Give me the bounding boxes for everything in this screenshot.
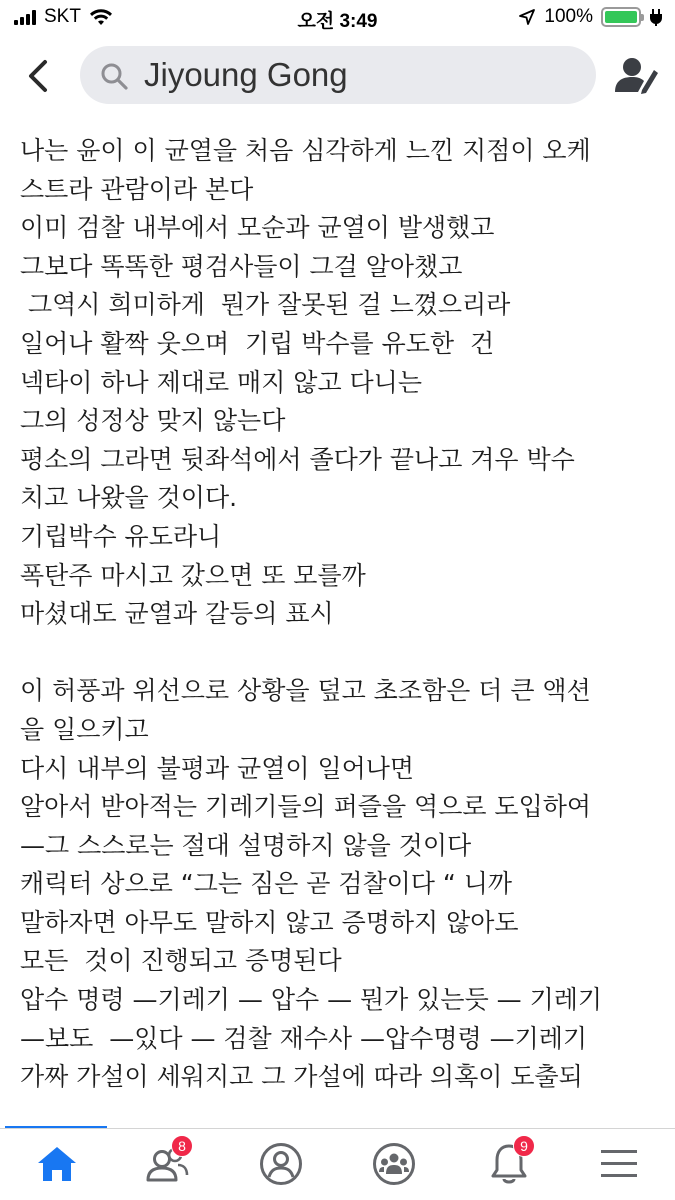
post-text-line: 다시 내부의 불평과 균열이 일어나면 [20, 753, 415, 783]
notifications-badge: 9 [513, 1135, 535, 1157]
carrier-name: SKT [44, 6, 81, 27]
post-text-line: 스트라 관람이라 본다 [20, 174, 254, 204]
status-bar [0, 0, 675, 36]
post-text-line: —보도 —있다 — 검찰 재수사 —압수명령 —기레기 [20, 1023, 588, 1053]
post-text-line: 캐릭터 상으로 “그는 짐은 곧 검찰이다 “ 니까 [20, 869, 513, 899]
post-text-line: 그보다 똑똑한 평검사들이 그걸 알아챘고 [20, 251, 463, 281]
post-text-line: 치고 나왔을 것이다. [20, 483, 238, 513]
post-body [0, 118, 675, 1126]
tab-notifications[interactable] [479, 1137, 539, 1191]
post-text-line: 가짜 가설이 세워지고 그 가설에 따라 의혹이 도출되 [20, 1062, 583, 1092]
status-right [518, 6, 663, 28]
post-text-line: 기립박수 유도라니 [20, 521, 222, 551]
battery-level [605, 11, 637, 23]
chevron-left-icon [27, 59, 49, 93]
post-text [20, 132, 665, 1097]
post-text-line: 나는 윤이 이 균열을 처음 심각하게 느낀 지점이 오케 [20, 136, 591, 165]
post-text-line: 이미 검찰 내부에서 모순과 균열이 발생했고 [20, 213, 495, 243]
post-text-line: 을 일으키고 [20, 714, 149, 744]
profile-icon [259, 1142, 303, 1186]
groups-icon [372, 1142, 416, 1186]
post-text-line: 그역시 희미하게 뭔가 잘못된 걸 느꼈으리라 [20, 290, 511, 320]
tab-home[interactable] [27, 1137, 87, 1191]
friends-badge: 8 [171, 1135, 193, 1157]
tab-profile[interactable] [251, 1137, 311, 1191]
tab-menu[interactable] [589, 1137, 649, 1191]
post-text-line: 일어나 활짝 웃으며 기립 박수를 유도한 건 [20, 328, 495, 358]
search-input[interactable] [80, 46, 596, 104]
home-icon [35, 1144, 79, 1184]
battery-percent: 100% [544, 6, 593, 27]
back-button[interactable] [18, 56, 58, 96]
post-text-line: 말하자면 아무도 말하지 않고 증명하지 않아도 [20, 907, 519, 937]
post-text-line [20, 634, 665, 673]
post-text-line: 모든 것이 진행되고 증명된다 [20, 946, 342, 976]
post-text-line: 이 허풍과 위선으로 상황을 덮고 초조함은 더 큰 액션 [20, 676, 591, 706]
post-text-line: 평소의 그라면 뒷좌석에서 졸다가 끝나고 겨우 박수 [20, 444, 575, 474]
search-header [0, 36, 675, 118]
tab-groups[interactable] [364, 1137, 424, 1191]
location-arrow-icon [518, 8, 536, 26]
battery-icon [601, 7, 641, 27]
clock: 오전 3:49 [297, 11, 378, 32]
profile-edit-button[interactable] [612, 52, 660, 100]
post-text-line: 압수 명령 —기레기 — 압수 — 뭔가 있는듯 — 기레기 [20, 985, 603, 1015]
charging-plug-icon [649, 8, 663, 26]
post-text-line: 넥타이 하나 제대로 매지 않고 다니는 [20, 367, 422, 397]
post-text-line: 그의 성정상 맞지 않는다 [20, 406, 286, 436]
post-text-line: 폭탄주 마시고 갔으면 또 모를까 [20, 560, 366, 590]
search-icon [100, 62, 128, 90]
post-text-line: 알아서 받아적는 기레기들의 퍼즐을 역으로 도입하여 [20, 792, 592, 822]
post-text-line: 마셨대도 균열과 갈등의 표시 [20, 599, 334, 629]
hamburger-menu-icon [599, 1147, 639, 1181]
tab-friends[interactable] [137, 1137, 197, 1191]
search-query[interactable]: Jiyoung Gong [144, 56, 348, 93]
bottom-tab-bar [0, 1129, 675, 1200]
post-text-line: —그 스스로는 절대 설명하지 않을 것이다 [20, 830, 472, 860]
person-edit-icon [612, 52, 660, 100]
